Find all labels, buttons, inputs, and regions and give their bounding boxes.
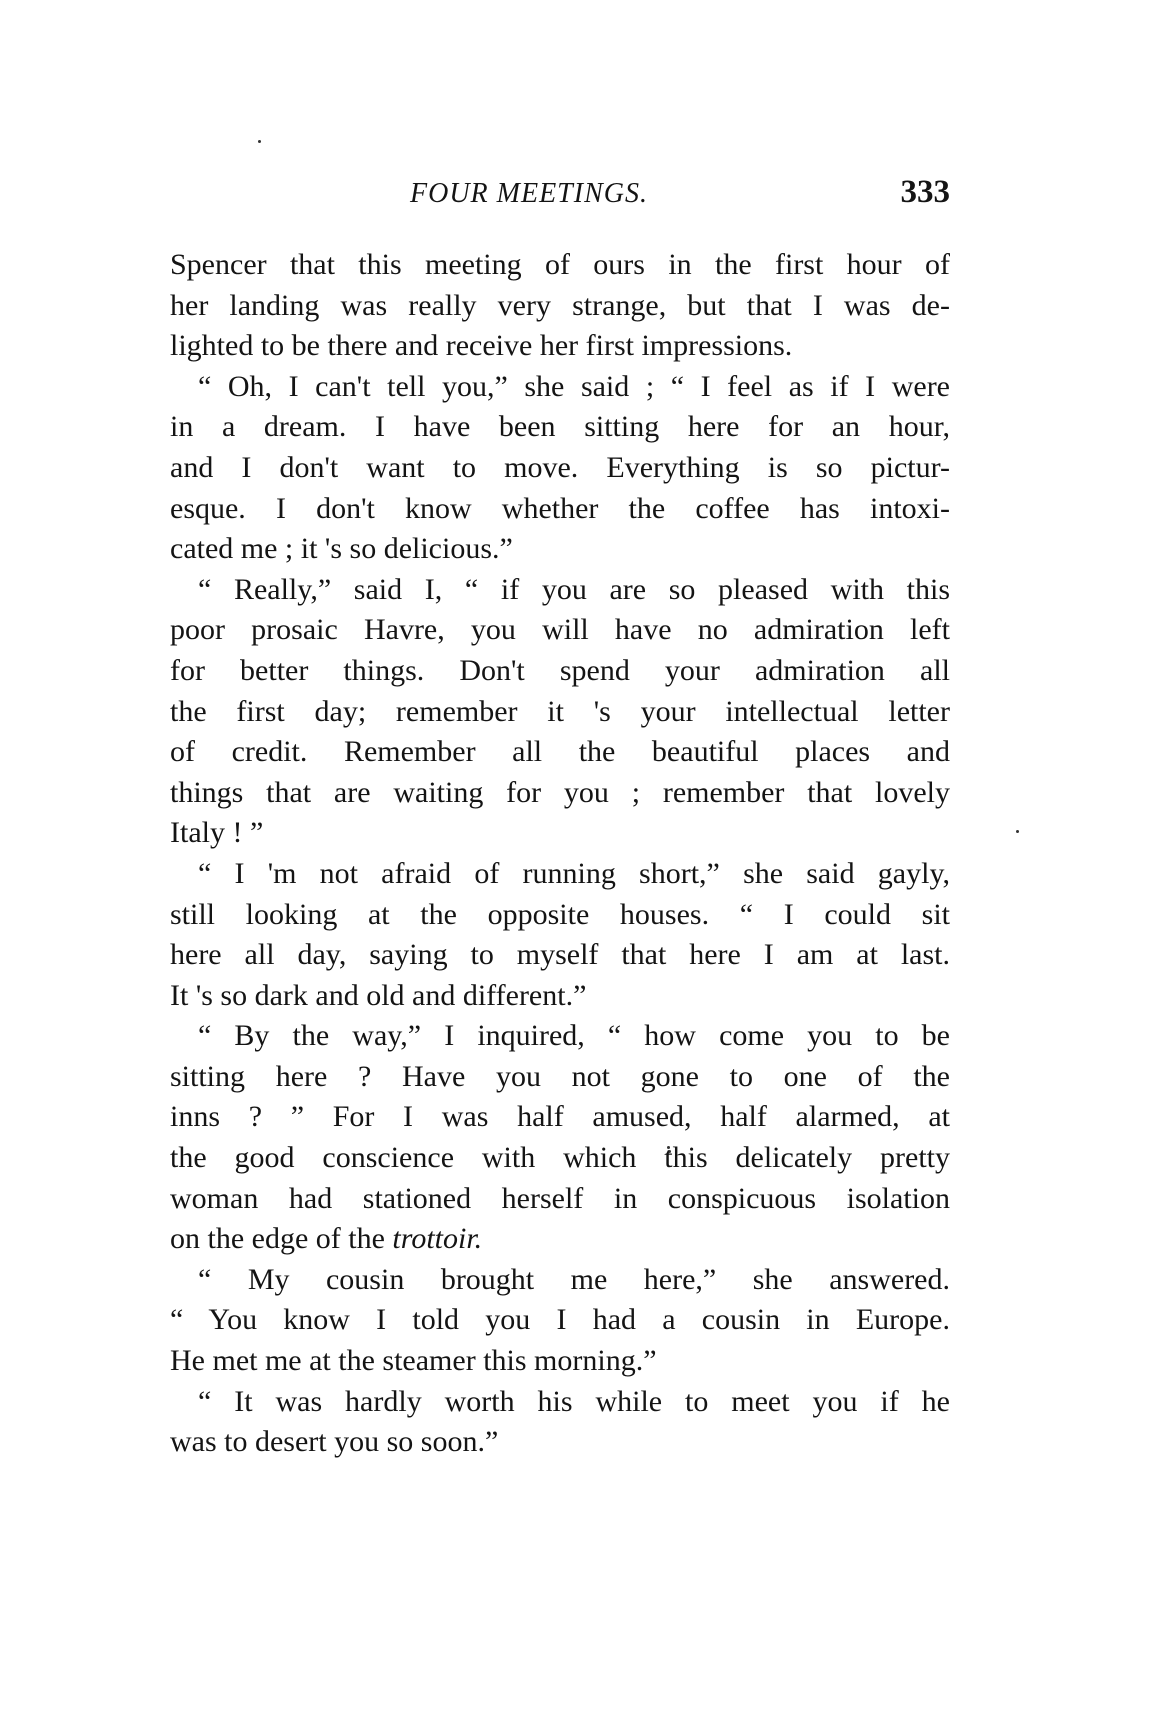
text-line: inns ? ” For I was half amused, half alarmed, at <box>170 1100 950 1134</box>
text-line: was to desert you so soon.” <box>170 1425 499 1459</box>
text-line: the good conscience with which this delicately pretty <box>170 1141 950 1175</box>
text-line: of credit. Remember all the beautiful places and <box>170 735 950 769</box>
text-line-start: on the edge of the <box>170 1222 385 1256</box>
text-line-with-italic <box>170 1219 950 1260</box>
text-line: woman had stationed herself in conspicuous isolation <box>170 1181 950 1215</box>
text-line: “ I 'm not afraid of running short,” she said gayly, <box>198 856 950 890</box>
text-line: her landing was really very strange, but that I was de- <box>170 288 950 322</box>
text-line: the first day; remember it 's your intellectual letter <box>170 694 950 728</box>
body-text <box>170 245 950 1463</box>
text-line: He met me at the steamer this morning.” <box>170 1344 657 1378</box>
text-line: Spencer that this meeting of ours in the first hour of <box>170 248 950 281</box>
print-speck <box>1016 830 1019 833</box>
text-line: Italy ! ” <box>170 816 264 850</box>
print-speck <box>258 140 261 143</box>
text-line: “ Oh, I can't tell you,” she said ; “ I feel as if I were <box>198 369 950 403</box>
text-line: for better things. Don't spend your admiration all <box>170 653 950 687</box>
text-line: things that are waiting for you ; remember that lovely <box>170 775 950 809</box>
text-line: in a dream. I have been sitting here for an hour, <box>170 410 950 444</box>
page-header <box>170 174 950 218</box>
text-line: “ By the way,” I inquired, “ how come you to be <box>198 1019 950 1053</box>
text-line: lighted to be there and receive her first impressions. <box>170 329 793 363</box>
text-line: “ It was hardly worth his while to meet you if he <box>198 1384 950 1418</box>
text-line: sitting here ? Have you not gone to one of the <box>170 1059 950 1093</box>
text-line: It 's so dark and old and different.” <box>170 978 587 1012</box>
text-line: esque. I don't know whether the coffee has intoxi- <box>170 491 950 525</box>
text-line: “ Really,” said I, “ if you are so pleased with this <box>198 572 950 606</box>
text-line: here all day, saying to myself that here I am at last. <box>170 938 950 972</box>
text-line: “ You know I told you I had a cousin in Europe. <box>170 1303 950 1337</box>
italic-word: trottoir. <box>392 1222 483 1256</box>
running-title: FOUR MEETINGS. <box>410 178 648 209</box>
text-line: still looking at the opposite houses. “ I could sit <box>170 897 950 931</box>
text-line: and I don't want to move. Everything is so pictur- <box>170 450 950 484</box>
page-number: 333 <box>900 174 950 210</box>
text-line: poor prosaic Havre, you will have no admiration left <box>170 613 950 647</box>
text-line: “ My cousin brought me here,” she answered. <box>198 1262 950 1296</box>
text-line: cated me ; it 's so delicious.” <box>170 532 513 566</box>
